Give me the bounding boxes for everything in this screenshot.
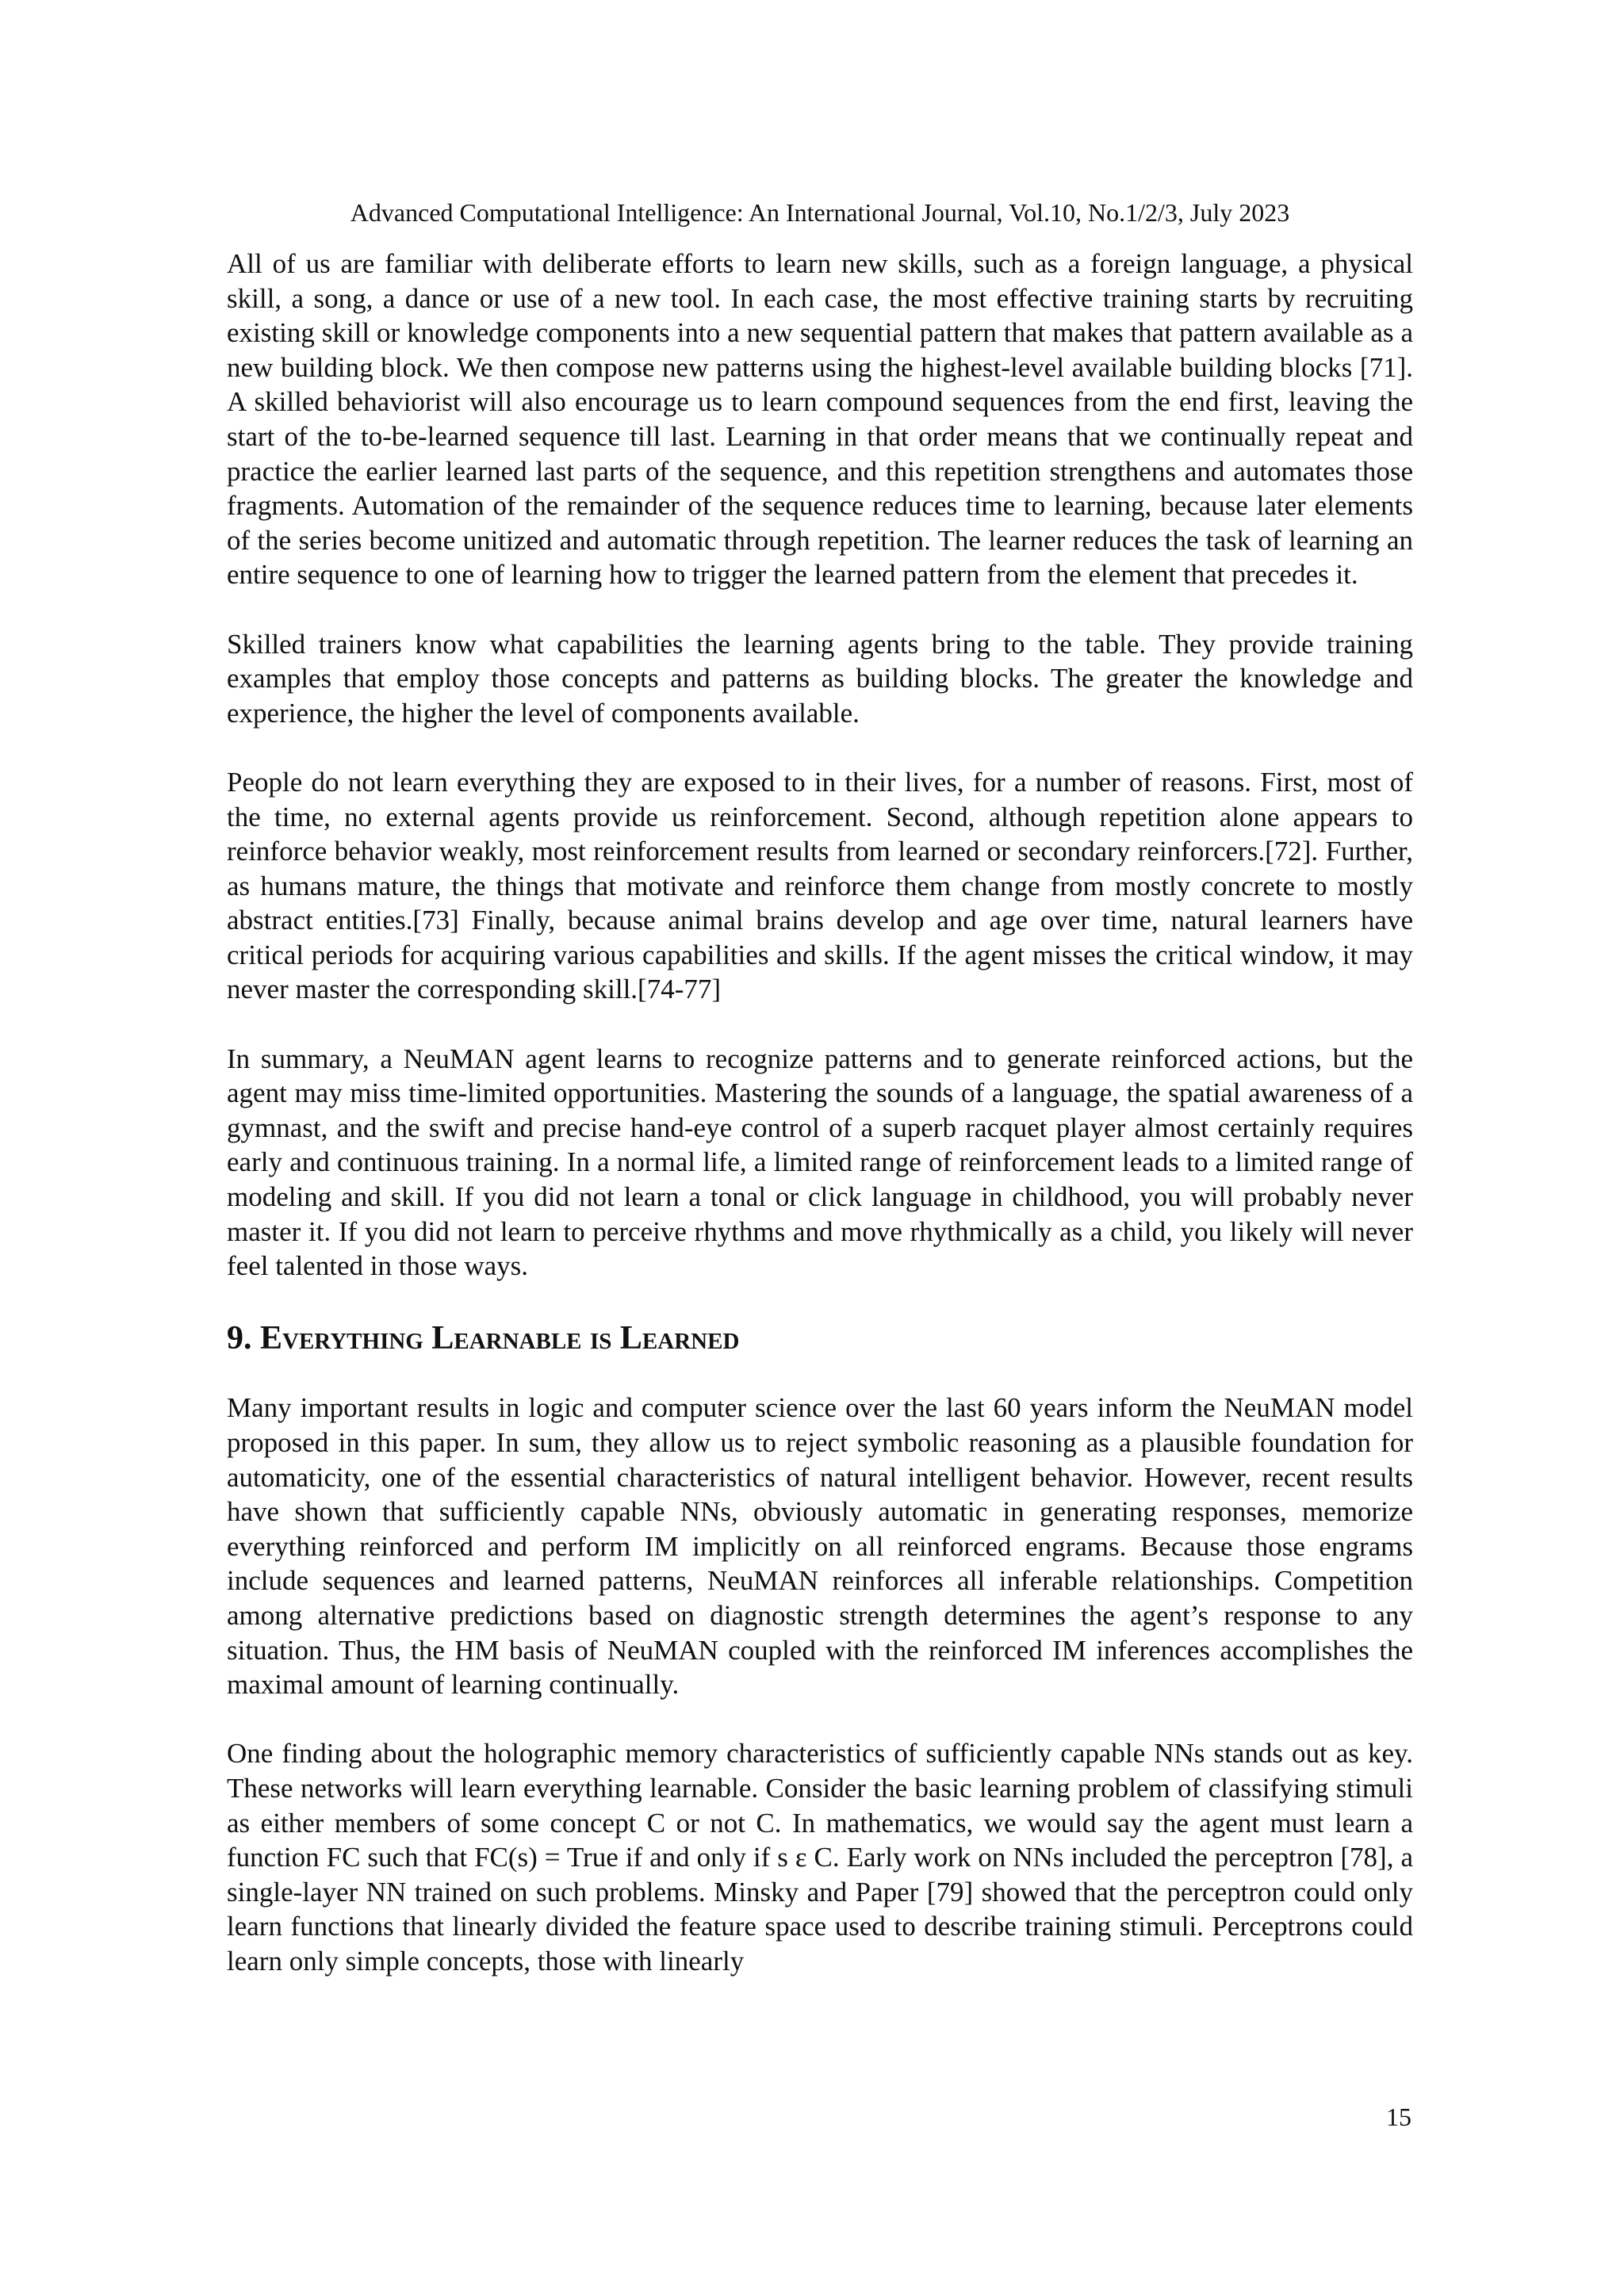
page-number: 15	[1386, 2103, 1411, 2131]
paragraph: In summary, a NeuMAN agent learns to recognize patterns and to generate reinforced actions, but the agent may miss time-limited opportunities. Mastering the sounds of a language, the spatial awareness of a gymnast, and the swift and precise hand-eye control of a superb racquet player almost certainly requires early and continuous training. In a normal life, a limited range of reinforcement leads to a limited range of modeling and skill. If you did not learn a tonal or click language in childhood, you will probably never master it. If you did not learn to perceive rhythms and move rhythmically as a child, you likely will never feel talented in those ways.	[227, 1043, 1413, 1282]
paragraph: Skilled trainers know what capabilities the learning agents bring to the table. They provide training examples that employ those concepts and patterns as building blocks. The greater the knowledge and experience, the higher the level of components available.	[227, 628, 1413, 729]
section-heading: 9. Everything Learnable is Learned	[227, 1320, 740, 1357]
paragraph: All of us are familiar with deliberate efforts to learn new skills, such as a foreign language, a physical skill, a song, a dance or use of a new tool. In each case, the most effective training starts by recruiting existing skill or knowledge components into a new sequential pattern that makes that pattern available as a new building block. We then compose new patterns using the highest-level available building blocks [71]. A skilled behaviorist will also encourage us to learn compound sequences from the end first, leaving the start of the to-be-learned sequence till last. Learning in that order means that we continually repeat and practice the earlier learned last parts of the sequence, and this repetition strengthens and automates those fragments. Automation of the remainder of the sequence reduces time to learning, because later elements of the series become unitized and automatic through repetition. The learner reduces the task of learning an entire sequence to one of learning how to trigger the learned pattern from the element that precedes it.	[227, 248, 1413, 591]
page-body	[227, 247, 1413, 2013]
running-header: Advanced Computational Intelligence: An International Journal, Vol.10, No.1/2/3, July 2023	[350, 198, 1290, 227]
paragraph: One finding about the holographic memory characteristics of sufficiently capable NNs stands out as key. These networks will learn everything learnable. Consider the basic learning problem of classifying stimuli as either members of some concept C or not C. In mathematics, we would say the agent must learn a function FC such that FC(s) = True if and only if s ε C. Early work on NNs included the perceptron [78], a single-layer NN trained on such problems. Minsky and Paper [79] showed that the perceptron could only learn functions that linearly divided the feature space used to describe training stimuli. Perceptrons could learn only simple concepts, those with linearly	[227, 1738, 1413, 1976]
paragraph: People do not learn everything they are exposed to in their lives, for a number of reasons. First, most of the time, no external agents provide us reinforcement. Second, although repetition alone appears to reinforce behavior weakly, most reinforcement results from learned or secondary reinforcers.[72]. Further, as humans mature, the things that motivate and reinforce them change from mostly concrete to mostly abstract entities.[73] Finally, because animal brains develop and age over time, natural learners have critical periods for acquiring various capabilities and skills. If the agent misses the critical window, it may never master the corresponding skill.[74-77]	[227, 766, 1413, 1005]
paragraph: Many important results in logic and computer science over the last 60 years inform the NeuMAN model proposed in this paper. In sum, they allow us to reject symbolic reasoning as a plausible foundation for automaticity, one of the essential characteristics of natural intelligent behavior. However, recent results have shown that sufficiently capable NNs, obviously automatic in generating responses, memorize everything reinforced and perform IM implicitly on all reinforced engrams. Because those engrams include sequences and learned patterns, NeuMAN reinforces all inferable relationships. Competition among alternative predictions based on diagnostic strength determines the agent’s response to any situation. Thus, the HM basis of NeuMAN coupled with the reinforced IM inferences accomplishes the maximal amount of learning continually.	[227, 1392, 1413, 1701]
